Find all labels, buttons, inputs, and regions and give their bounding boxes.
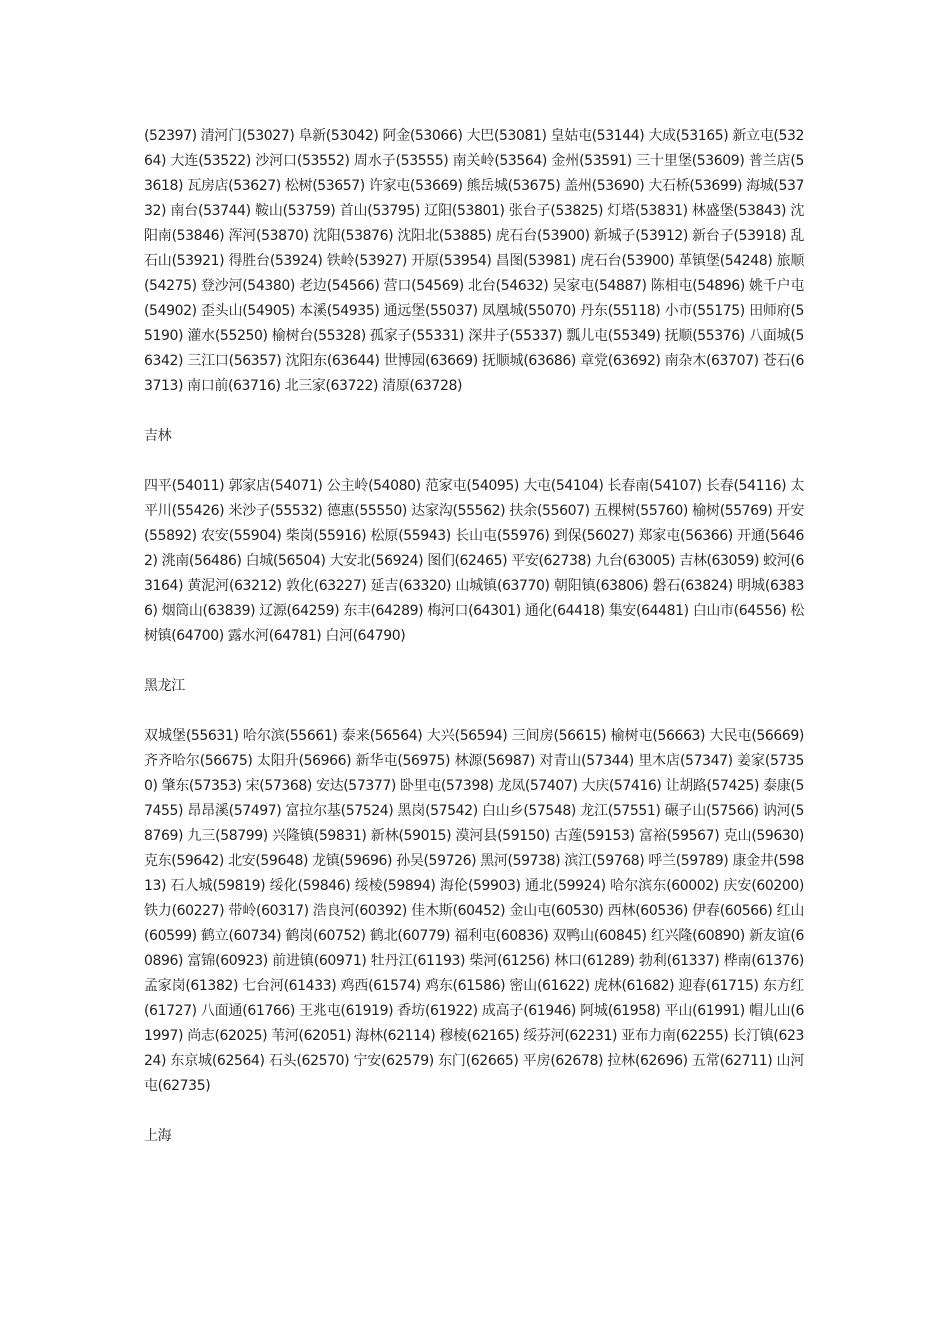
section-heading-shanghai: 上海 (144, 1128, 172, 1144)
paragraph-spacer (144, 449, 804, 474)
paragraph-spacer (144, 399, 804, 424)
paragraph-spacer (144, 1099, 804, 1124)
document-page (144, 124, 804, 1149)
section-heading-heilongjiang: 黑龙江 (144, 678, 185, 694)
section-heading-jilin: 吉林 (144, 428, 172, 444)
liaoning-station-list: (52397) 清河门(53027) 阜新(53042) 阿金(53066) 大巴(53081) 皇姑屯(53144) 大成(53165) 新立屯(53264) 大连(53522) 沙河口(53552) 周水子(53555) 南关岭(53564) 金州(53591) 三十里堡(53609) 普兰店(53618) 瓦房店(53627) 松树(53657) 许家屯(53669) 熊岳城(53675) 盖州(53690) 大石桥(53699) 海城(53732) 南台(53744) 鞍山(53759) 首山(53795) 辽阳(53801) 张台子(53825) 灯塔(53831) 林盛堡(53843) 沈阳南(53846) 浑河(53870) 沈阳(53876) 沈阳北(53885) 虎石台(53900) 新城子(53912) 新台子(53918) 乱石山(53921) 得胜台(53924) 铁岭(53927) 开原(53954) 昌图(53981) 虎石台(53900) 革镇堡(54248) 旅顺(54275) 登沙河(54380) 老边(54566) 营口(54569) 北台(54632) 吴家屯(54887) 陈相屯(54896) 姚千户屯(54902) 歪头山(54905) 本溪(54935) 通远堡(55037) 凤凰城(55070) 丹东(55118) 小市(55175) 田师府(55190) 灌水(55250) 榆树台(55328) 孤家子(55331) 深井子(55337) 瓢儿屯(55349) 抚顺(55376) 八面城(56342) 三江口(56357) 沈阳东(63644) 世博园(63669) 抚顺城(63686) 章党(63692) 南杂木(63707) 苍石(63713) 南口前(63716) 北三家(63722) 清原(63728) (144, 128, 804, 394)
paragraph-spacer (144, 649, 804, 674)
heilongjiang-station-list: 双城堡(55631) 哈尔滨(55661) 泰来(56564) 大兴(56594) 三间房(56615) 榆树屯(56663) 大民屯(56669) 齐齐哈尔(56675) 太阳升(56966) 新华屯(56975) 林源(56987) 对青山(57344) 里木店(57347) 姜家(57350) 肇东(57353) 宋(57368) 安达(57377) 卧里屯(57398) 龙凤(57407) 大庆(57416) 让胡路(57425) 泰康(57455) 昂昂溪(57497) 富拉尔基(57524) 黑岗(57542) 白山乡(57548) 龙江(57551) 碾子山(57566) 讷河(58769) 九三(58799) 兴隆镇(59831) 新林(59015) 漠河县(59150) 古莲(59153) 富裕(59567) 克山(59630) 克东(59642) 北安(59648) 龙镇(59696) 孙吴(59726) 黑河(59738) 滨江(59768) 呼兰(59789) 康金井(59813) 石人城(59819) 绥化(59846) 绥棱(59894) 海伦(59903) 通北(59924) 哈尔滨东(60002) 庆安(60200) 铁力(60227) 带岭(60317) 浩良河(60392) 佳木斯(60452) 金山屯(60530) 西林(60536) 伊春(60566) 红山(60599) 鹤立(60734) 鹤岗(60752) 鹤北(60779) 福利屯(60836) 双鸭山(60845) 红兴隆(60890) 新友谊(60896) 富锦(60923) 前进镇(60971) 牡丹江(61193) 柴河(61256) 林口(61289) 勃利(61337) 桦南(61376) 孟家岗(61382) 七台河(61433) 鸡西(61574) 鸡东(61586) 密山(61622) 虎林(61682) 迎春(61715) 东方红(61727) 八面通(61766) 王兆屯(61919) 香坊(61922) 成高子(61946) 阿城(61958) 平山(61991) 帽儿山(61997) 尚志(62025) 苇河(62051) 海林(62114) 穆棱(62165) 绥芬河(62231) 亚布力南(62255) 长汀镇(62324) 东京城(62564) 石头(62570) 宁安(62579) 东门(62665) 平房(62678) 拉林(62696) 五常(62711) 山河屯(62735) (144, 728, 804, 1094)
jilin-station-list: 四平(54011) 郭家店(54071) 公主岭(54080) 范家屯(54095) 大屯(54104) 长春南(54107) 长春(54116) 太平川(55426) 米沙子(55532) 德惠(55550) 达家沟(55562) 扶余(55607) 五棵树(55760) 榆树(55769) 开安(55892) 农安(55904) 柴岗(55916) 松原(55943) 长山屯(55976) 到保(56027) 郑家屯(56366) 开通(56462) 洮南(56486) 白城(56504) 大安北(56924) 图们(62465) 平安(62738) 九台(63005) 吉林(63059) 蛟河(63164) 黄泥河(63212) 敦化(63227) 延吉(63320) 山城镇(63770) 朝阳镇(63806) 磐石(63824) 明城(63836) 烟筒山(63839) 辽源(64259) 东丰(64289) 梅河口(64301) 通化(64418) 集安(64481) 白山市(64556) 松树镇(64700) 露水河(64781) 白河(64790) (144, 478, 804, 644)
paragraph-spacer (144, 699, 804, 724)
